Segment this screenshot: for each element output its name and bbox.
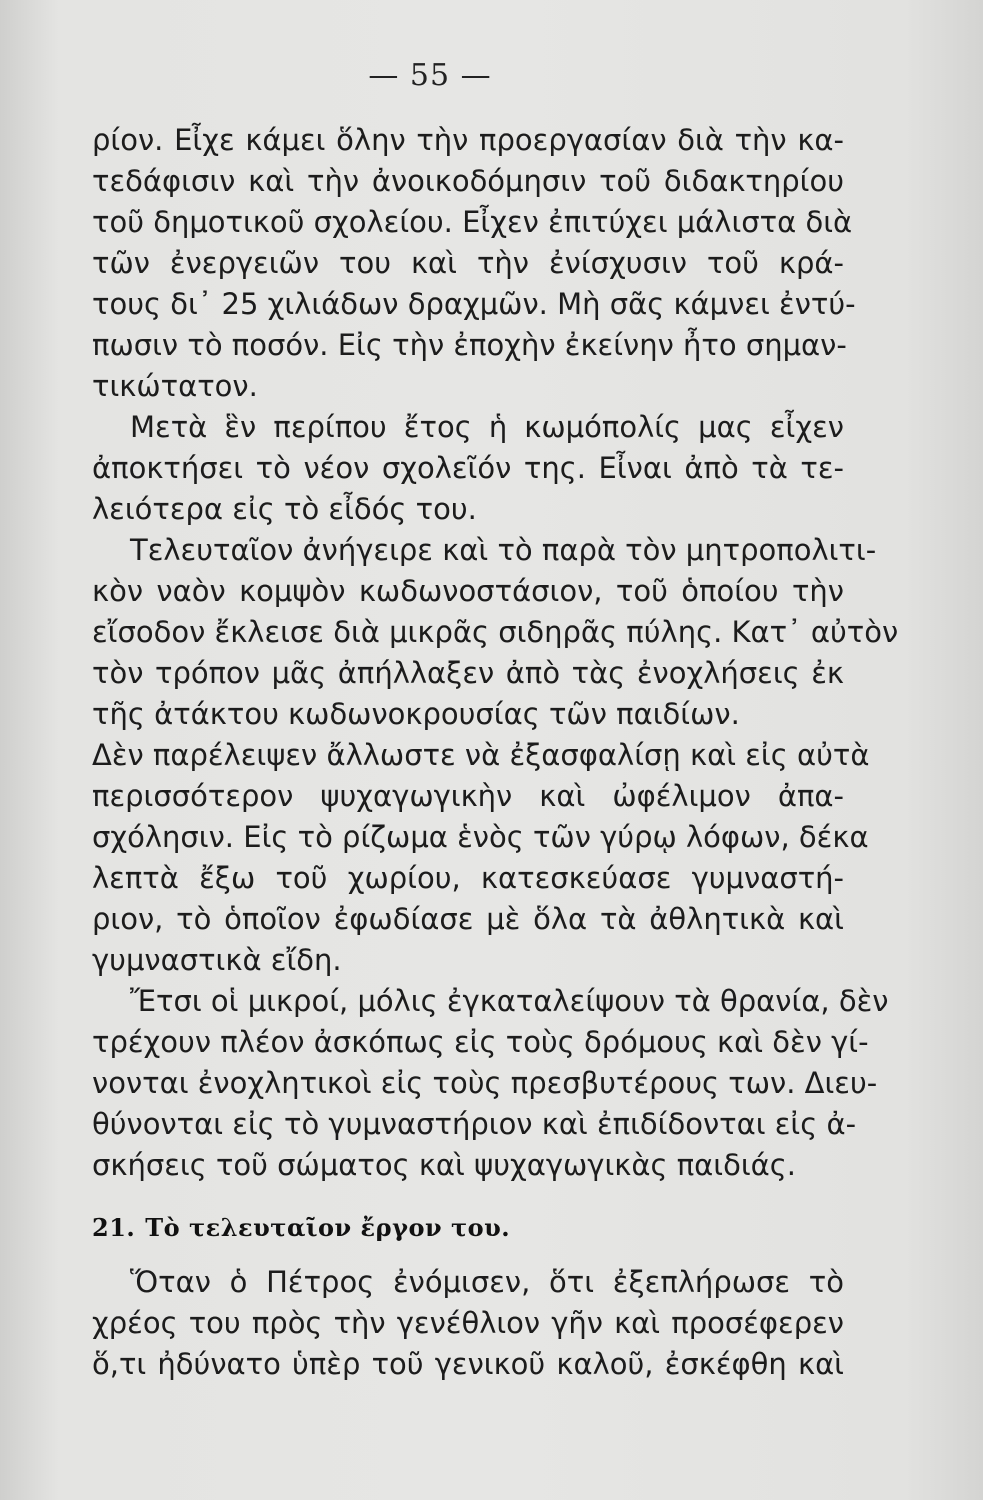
text-line: εἴσοδον ἔκλεισε διὰ μικρᾶς σιδηρᾶς πύλης. Κατ᾿ αὐτὸν: [92, 615, 899, 649]
text-line: τὸν τρόπον μᾶς ἀπήλλαξεν ἀπὸ τὰς ἐνοχλήσεις ἐκ: [92, 656, 844, 690]
page-number: — 55 —: [368, 58, 492, 93]
text-line: κὸν ναὸν κομψὸν κωδωνοστάσιον, τοῦ ὁποίου τὴν: [92, 574, 844, 608]
text-line: τοῦ δημοτικοῦ σχολείου. Εἶχεν ἐπιτύχει μάλιστα διὰ: [92, 205, 853, 239]
text-line: ἀποκτήσει τὸ νέον σχολεῖόν της. Εἶναι ἀπὸ τὰ τε-: [92, 451, 844, 485]
text-line: ὅ,τι ἠδύνατο ὑπὲρ τοῦ γενικοῦ καλοῦ, ἐσκέφθη καὶ: [92, 1347, 844, 1381]
text-line: θύνονται εἰς τὸ γυμναστήριον καὶ ἐπιδίδονται εἰς ἀ-: [92, 1107, 857, 1141]
text-line: τους δι᾿ 25 χιλιάδων δραχμῶν. Μὴ σᾶς κάμνει ἐντύ-: [92, 287, 856, 321]
paragraph-final: [92, 1262, 844, 1385]
text-line: περισσότερον ψυχαγωγικὴν καὶ ὠφέλιμον ἀπα-: [92, 779, 844, 813]
text-line: Ὅταν ὁ Πέτρος ἐνόμισεν, ὅτι ἐξεπλήρωσε τὸ: [130, 1265, 844, 1299]
text-line: χρέος του πρὸς τὴν γενέθλιον γῆν καὶ προσέφερεν: [92, 1306, 844, 1340]
section-number: 21.: [92, 1213, 136, 1242]
section-title: Τὸ τελευταῖον ἔργον του.: [145, 1213, 511, 1242]
text-line: σκήσεις τοῦ σώματος καὶ ψυχαγωγικὰς παιδιάς.: [92, 1148, 797, 1182]
paragraph-children: [92, 981, 889, 1186]
text-line: Τελευταῖον ἀνήγειρε καὶ τὸ παρὰ τὸν μητροπολιτι-: [130, 533, 877, 567]
text-line: τῆς ἀτάκτου κωδωνοκρουσίας τῶν παιδίων.: [92, 697, 740, 731]
text-line: τρέχουν πλέον ἀσκόπως εἰς τοὺς δρόμους καὶ δὲν γί-: [92, 1025, 869, 1059]
section-heading: [92, 1208, 844, 1248]
text-line: νονται ἐνοχλητικοὶ εἰς τοὺς πρεσβυτέρους των. Διευ-: [92, 1066, 878, 1100]
text-line: σχόλησιν. Εἰς τὸ ρίζωμα ἑνὸς τῶν γύρῳ λόφων, δέκα: [92, 820, 869, 854]
paragraph-continuation: [92, 120, 856, 407]
text-line: Δὲν παρέλειψεν ἄλλωστε νὰ ἐξασφαλίσῃ καὶ εἰς αὐτὰ: [92, 738, 870, 772]
text-line: τικώτατον.: [92, 369, 258, 403]
paragraph-gymnasium: [92, 735, 870, 981]
text-line: τῶν ἐνεργειῶν του καὶ τὴν ἐνίσχυσιν τοῦ κρά-: [92, 246, 844, 280]
text-line: τεδάφισιν καὶ τὴν ἀνοικοδόμησιν τοῦ διδακτηρίου: [92, 164, 844, 198]
text-line: πωσιν τὸ ποσόν. Εἰς τὴν ἐποχὴν ἐκείνην ἦτο σημαν-: [92, 328, 847, 362]
text-line: ρίον. Εἶχε κάμει ὅλην τὴν προεργασίαν διὰ τὴν κα-: [92, 123, 844, 157]
paragraph-bell-tower: [92, 530, 899, 735]
text-line: λεπτὰ ἔξω τοῦ χωρίου, κατεσκεύασε γυμναστή-: [92, 861, 844, 895]
text-line: γυμναστικὰ εἴδη.: [92, 943, 342, 977]
body-text: [92, 120, 899, 1385]
paragraph-new-school: [92, 407, 844, 530]
text-line: Μετὰ ἓν περίπου ἔτος ἡ κωμόπολίς μας εἶχεν: [130, 410, 844, 444]
text-line: λειότερα εἰς τὸ εἶδός του.: [92, 492, 477, 526]
text-line: Ἔτσι οἱ μικροί, μόλις ἐγκαταλείψουν τὰ θρανία, δὲν: [130, 984, 889, 1018]
text-line: ριον, τὸ ὁποῖον ἐφωδίασε μὲ ὅλα τὰ ἀθλητικὰ καὶ: [92, 902, 844, 936]
